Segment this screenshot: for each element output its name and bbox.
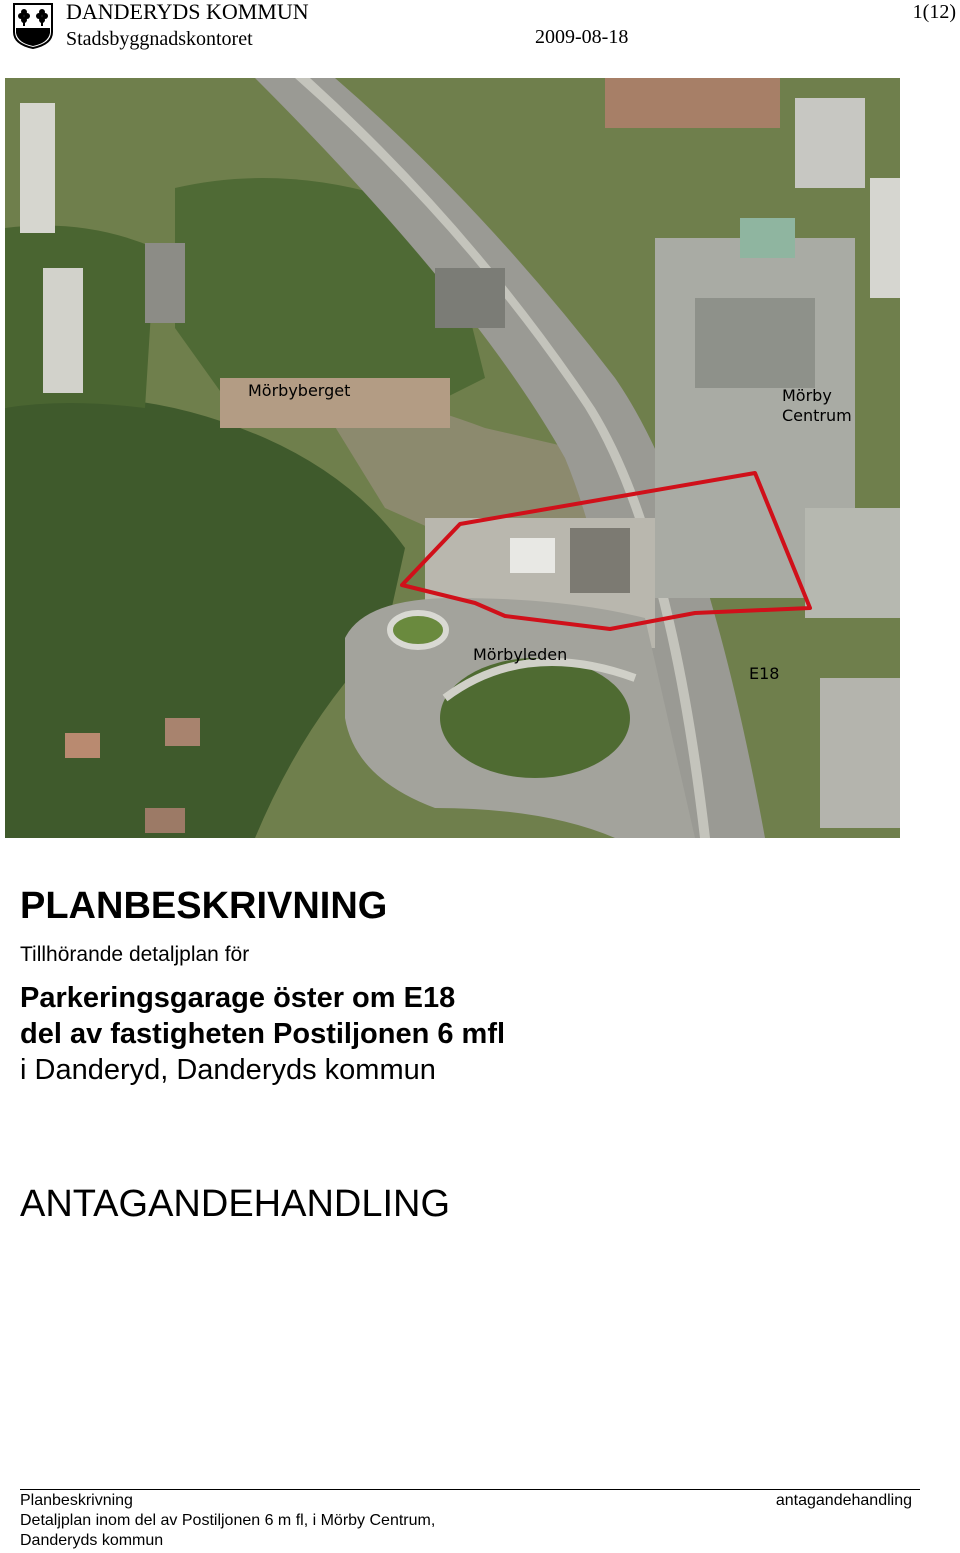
label-morbyberget: Mörbyberget	[248, 381, 351, 400]
plan-title-line-3: i Danderyd, Danderyds kommun	[20, 1054, 436, 1086]
document-type: PLANBESKRIVNING	[20, 885, 388, 927]
page-number: 1(12)	[912, 1, 956, 23]
organization-name: DANDERYDS KOMMUN	[66, 0, 309, 24]
document-date: 2009-08-18	[535, 26, 629, 48]
label-morbyleden: Mörbyleden	[473, 645, 568, 664]
document-subtitle: Tillhörande detaljplan för	[20, 943, 250, 966]
plan-title-line-1: Parkeringsgarage öster om E18	[20, 982, 456, 1014]
label-e18: E18	[749, 664, 780, 683]
footer-line-2: Detaljplan inom del av Postiljonen 6 m fl, i Mörby Centrum,	[20, 1512, 436, 1529]
footer-divider	[20, 1489, 920, 1490]
coat-of-arms-icon	[12, 2, 54, 50]
label-centrum: Centrum	[782, 406, 852, 425]
footer-stage: antagandehandling	[775, 1492, 912, 1509]
footer-line-3: Danderyds kommun	[20, 1532, 164, 1549]
footer-line-1: Planbeskrivning	[20, 1492, 133, 1509]
document-stage: ANTAGANDEHANDLING	[20, 1183, 451, 1225]
department-name: Stadsbyggnadskontoret	[66, 28, 253, 50]
aerial-photo	[5, 78, 900, 838]
label-morby: Mörby	[782, 386, 832, 405]
plan-title-line-2: del av fastigheten Postiljonen 6 mfl	[20, 1018, 506, 1050]
